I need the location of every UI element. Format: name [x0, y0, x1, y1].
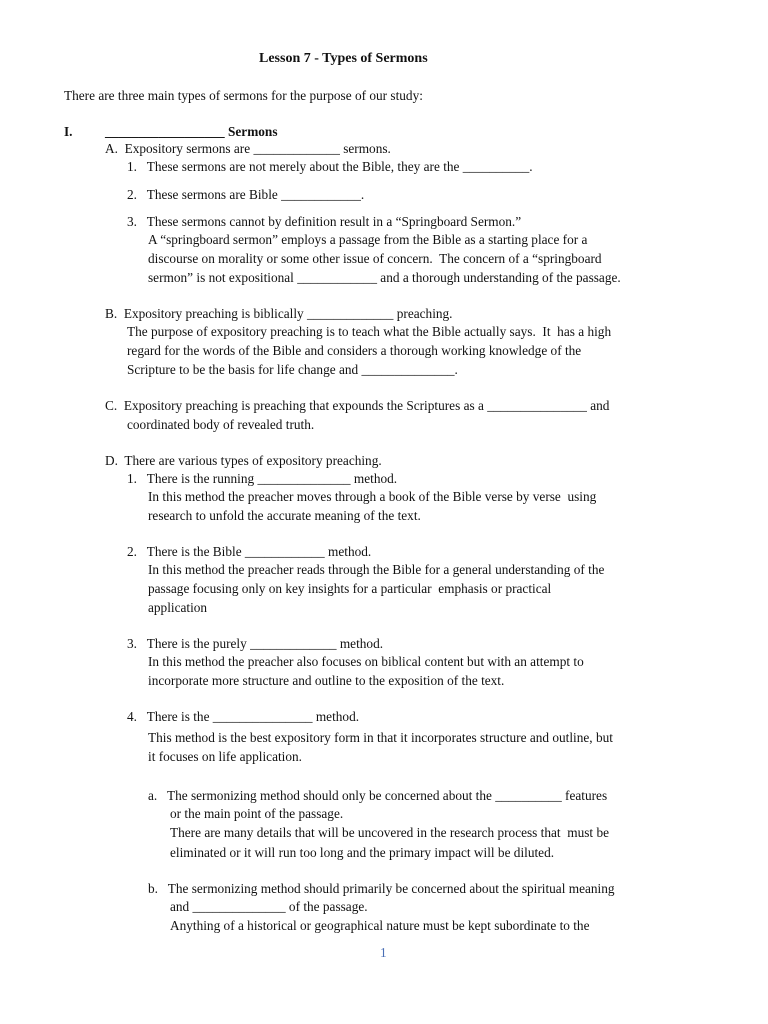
item-d-2-text-2: passage focusing only on key insights for a particular emphasis or practical	[148, 581, 552, 596]
item-d-4: 4. There is the _______________ method.	[127, 709, 360, 724]
item-d-4-text-1: This method is the best expository form in that it incorporates structure and outline, but	[148, 730, 613, 745]
item-d-3: 3. There is the purely _____________ method.	[127, 636, 384, 651]
item-d-3-text-2: incorporate more structure and outline to the exposition of the text.	[148, 673, 505, 688]
page-number: 1	[380, 945, 387, 960]
item-d-2-text-1: In this method the preacher reads through the Bible for a general understanding of the	[148, 562, 605, 577]
item-d: D. There are various types of expository preaching.	[105, 453, 382, 468]
item-a: A. Expository sermons are _____________ sermons.	[105, 141, 391, 156]
item-d-1-text-2: research to unfold the accurate meaning of the text.	[148, 508, 421, 523]
page-title: Lesson 7 - Types of Sermons	[259, 51, 428, 66]
item-b-text-2: regard for the words of the Bible and considers a thorough working knowledge of the	[127, 343, 582, 358]
item-b-text-1: The purpose of expository preaching is to teach what the Bible actually says. It has a high	[127, 324, 612, 339]
item-d-1: 1. There is the running ______________ method.	[127, 471, 398, 486]
item-a-2: 2. These sermons are Bible ____________.	[127, 187, 365, 202]
item-d-4-a: a. The sermonizing method should only be concerned about the __________ features	[148, 788, 608, 803]
item-a-3-text-2: discourse on morality or some other issue of concern. The concern of a “springboard	[148, 251, 602, 266]
item-d-4-b-text-1: and ______________ of the passage.	[170, 899, 368, 914]
item-b-text-3: Scripture to be the basis for life change and ______________.	[127, 362, 458, 377]
intro-text: There are three main types of sermons for the purpose of our study:	[64, 88, 423, 103]
item-d-4-b-text-2: Anything of a historical or geographical nature must be kept subordinate to the	[170, 918, 590, 933]
item-d-4-text-2: it focuses on life application.	[148, 749, 302, 764]
item-d-4-b: b. The sermonizing method should primarily be concerned about the spiritual meaning	[148, 881, 615, 896]
section-heading: __________________ Sermons	[105, 124, 278, 139]
item-d-1-text-1: In this method the preacher moves through a book of the Bible verse by verse using	[148, 489, 597, 504]
item-c-text-1: coordinated body of revealed truth.	[127, 417, 315, 432]
item-c: C. Expository preaching is preaching that expounds the Scriptures as a _______________ and	[105, 398, 610, 413]
item-b: B. Expository preaching is biblically _____________ preaching.	[105, 306, 453, 321]
item-a-3-text-1: A “springboard sermon” employs a passage from the Bible as a starting place for a	[148, 232, 588, 247]
item-d-4-a-text-3: eliminated or it will run too long and the primary impact will be diluted.	[170, 845, 555, 860]
item-d-2-text-3: application	[148, 600, 208, 615]
item-d-3-text-1: In this method the preacher also focuses on biblical content but with an attempt to	[148, 654, 584, 669]
item-d-4-a-text-2: There are many details that will be uncovered in the research process that must be	[170, 825, 609, 840]
item-a-1: 1. These sermons are not merely about the Bible, they are the __________.	[127, 159, 533, 174]
section-numeral: I.	[64, 124, 73, 139]
item-d-2: 2. There is the Bible ____________ method.	[127, 544, 372, 559]
item-d-4-a-text-1: or the main point of the passage.	[170, 806, 344, 821]
item-a-3: 3. These sermons cannot by definition result in a “Springboard Sermon.”	[127, 214, 522, 229]
item-a-3-text-3: sermon” is not expositional ____________ and a thorough understanding of the passage.	[148, 270, 621, 285]
